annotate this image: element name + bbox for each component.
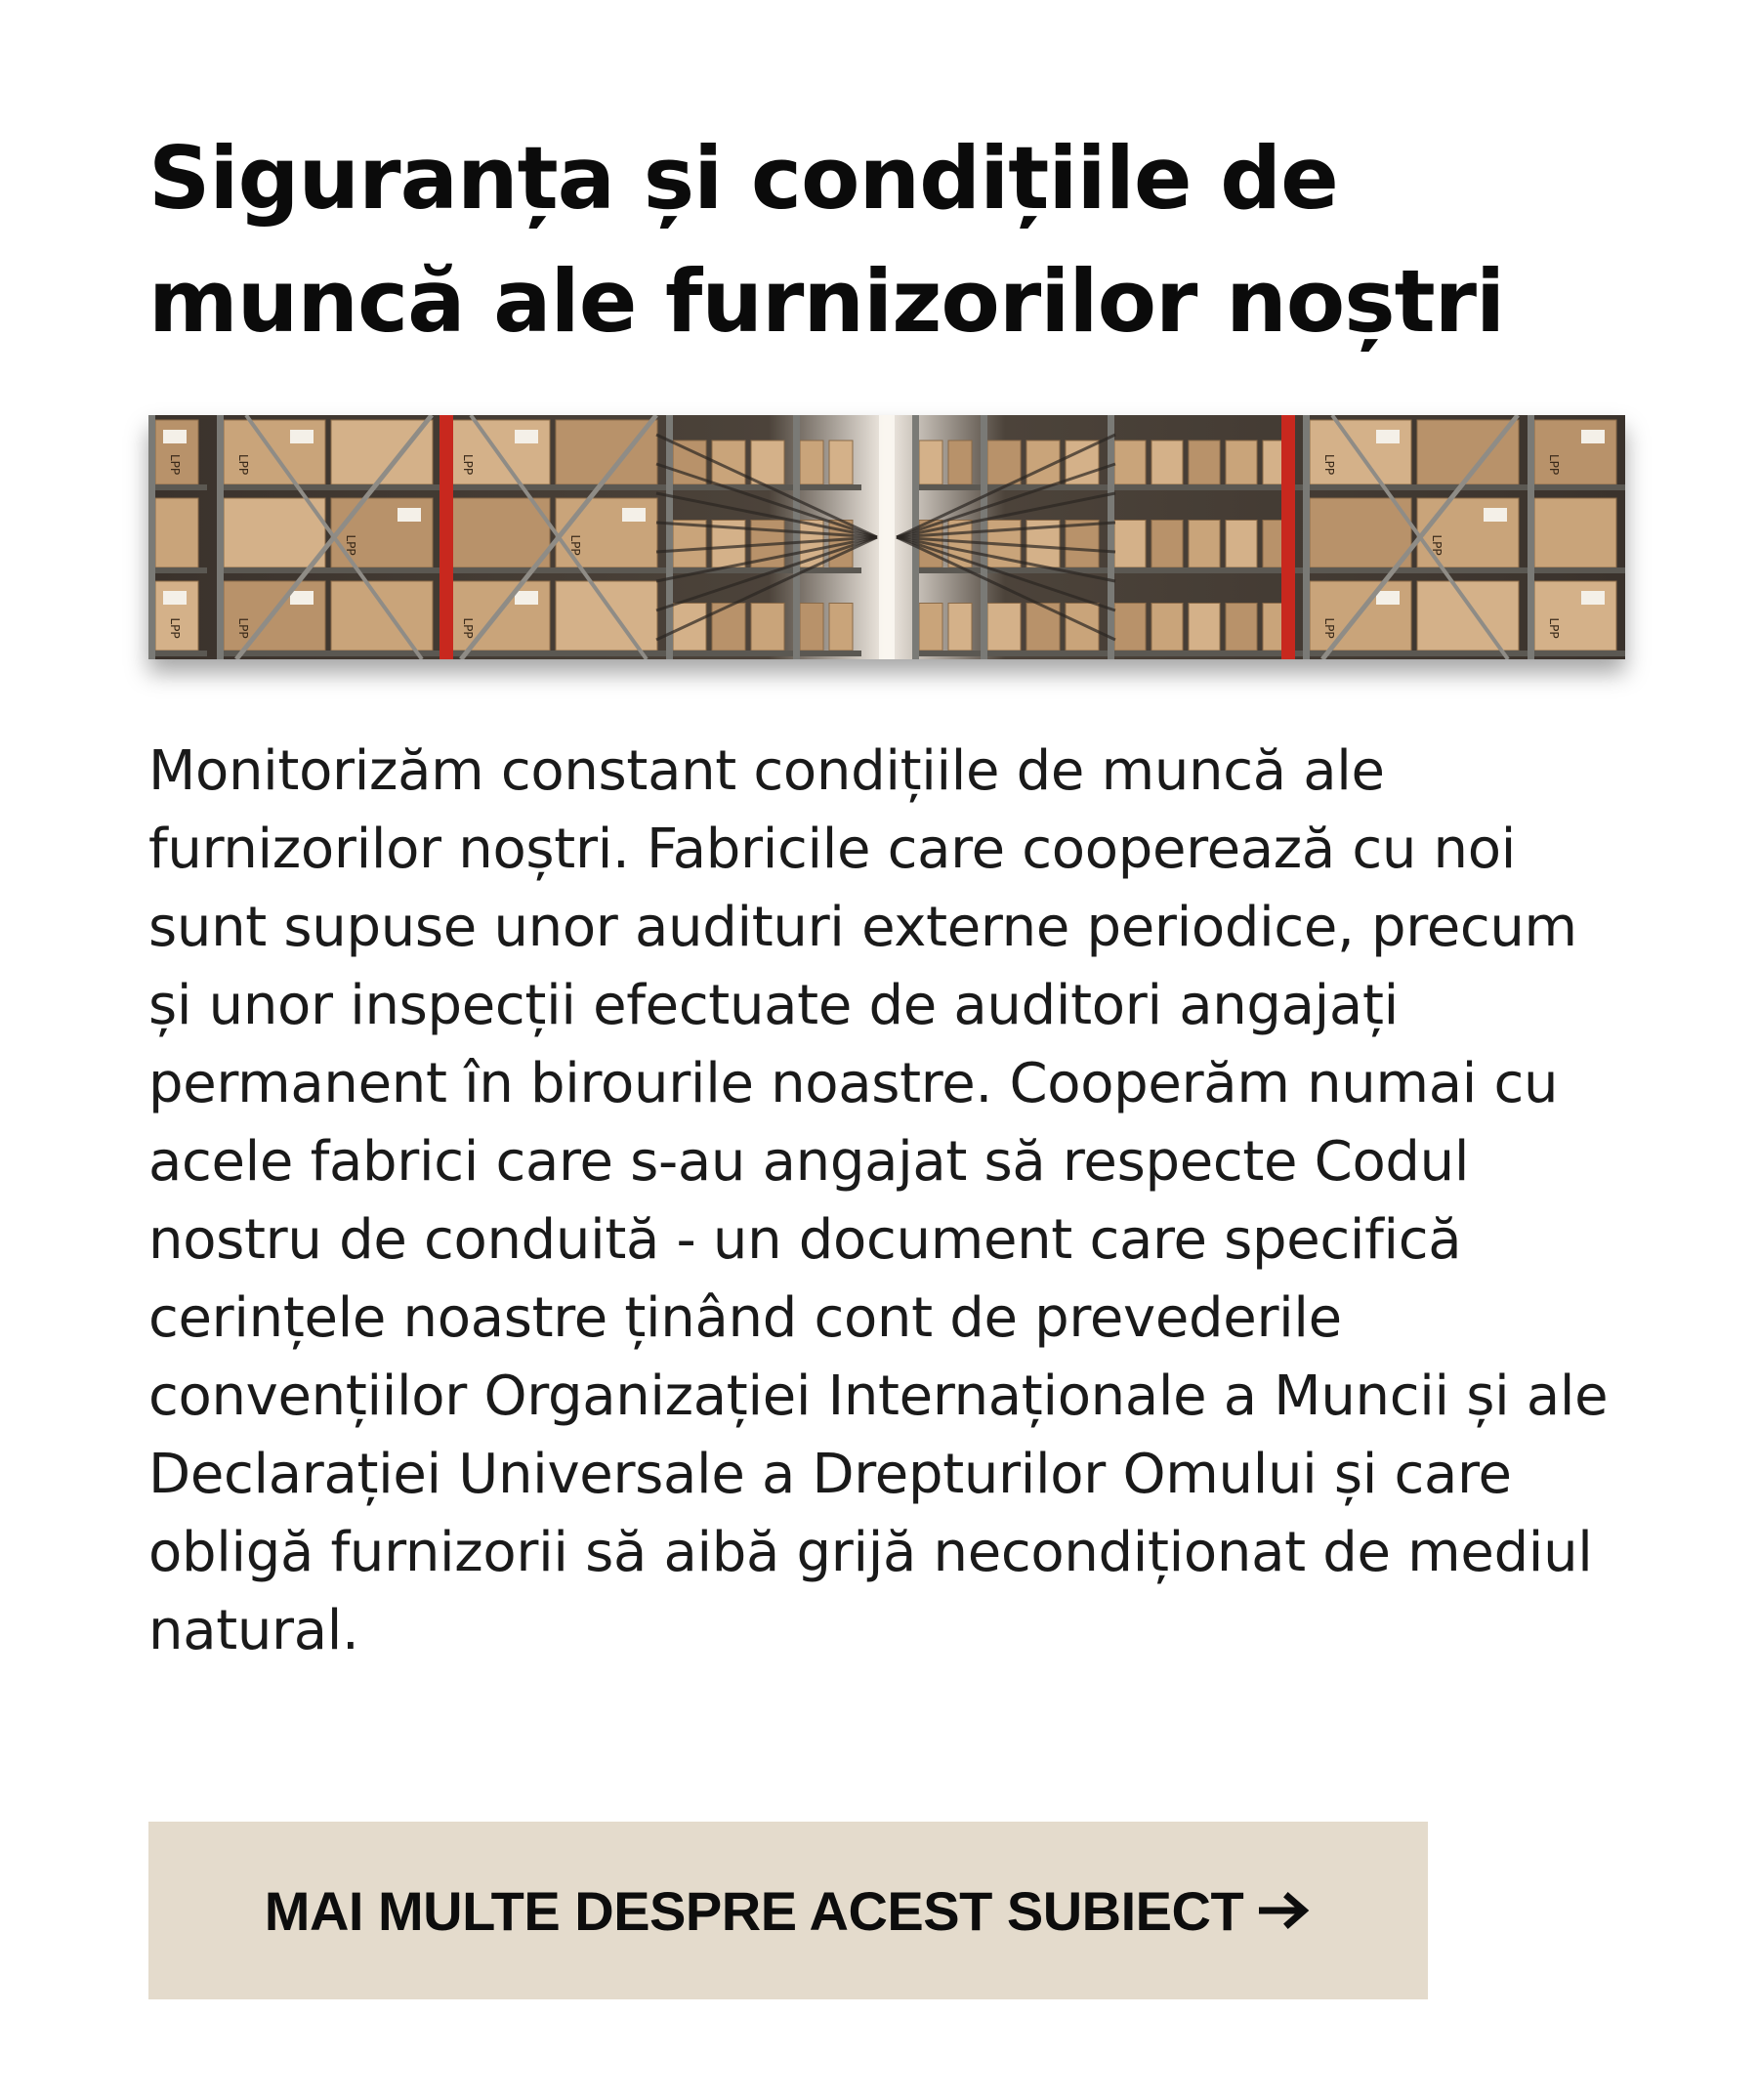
cardboard-box xyxy=(1226,441,1257,484)
box-sticker xyxy=(398,508,421,522)
aisle-light xyxy=(879,415,895,659)
box-label: LPP xyxy=(236,454,250,476)
box-sticker xyxy=(1581,430,1605,443)
cardboard-box xyxy=(1534,498,1616,567)
cardboard-box xyxy=(948,441,972,484)
cardboard-box xyxy=(987,441,1021,484)
cardboard-box xyxy=(1189,604,1220,651)
box-label: LPP xyxy=(1547,454,1561,476)
cardboard-box xyxy=(155,498,198,567)
cardboard-box xyxy=(1226,604,1257,651)
shelf-upright xyxy=(148,415,155,659)
cardboard-box xyxy=(1189,441,1220,484)
cardboard-box xyxy=(1310,498,1411,567)
box-sticker xyxy=(163,591,187,605)
shelf-beam xyxy=(217,484,441,490)
cardboard-box xyxy=(829,441,853,484)
box-sticker xyxy=(1376,591,1400,605)
cardboard-box xyxy=(1114,441,1146,484)
cardboard-box xyxy=(1151,604,1183,651)
shelf-beam xyxy=(441,651,666,656)
shelf-beam xyxy=(148,567,207,573)
shelf-upright xyxy=(1528,415,1534,659)
shelf-beam xyxy=(441,567,666,573)
section-body-text: Monitorizăm constant condițiile de muncă ale furnizorilor noștri. Fabricile care cooperează cu noi sunt supuse unor audituri externe periodice, precum și unor inspecții efectuate de auditori angajați permanent în birourile noastre. Cooperăm numai cu acele fabrici care s-au angajat să respecte Codul nostru de conduită - un document care specifică cerințele noastre ținând cont de prevederile convențiilor Organizației Internaționale a Muncii și ale Declarației Universale a Drepturilor Omului și care obligă furnizorii să aibă grijă necondiționat de mediul natural. xyxy=(148,739,1609,1662)
box-label: LPP xyxy=(1322,617,1336,639)
cardboard-box xyxy=(987,604,1021,651)
box-label: LPP xyxy=(168,454,182,476)
box-sticker xyxy=(622,508,646,522)
cardboard-box xyxy=(1189,521,1220,568)
shelf-beam xyxy=(148,484,207,490)
shelf-beam xyxy=(1528,651,1625,656)
box-sticker xyxy=(290,591,314,605)
cardboard-box xyxy=(1151,521,1183,568)
shelf-upright xyxy=(1108,415,1114,659)
box-label: LPP xyxy=(344,534,357,556)
cardboard-box xyxy=(1226,521,1257,568)
cardboard-box xyxy=(448,498,550,567)
box-sticker xyxy=(163,430,187,443)
arrow-right-icon xyxy=(1259,1891,1312,1930)
cardboard-box xyxy=(331,581,433,651)
box-label: LPP xyxy=(461,454,475,476)
cardboard-box xyxy=(224,498,325,567)
box-sticker xyxy=(515,591,538,605)
cardboard-box xyxy=(1066,604,1099,651)
shelf-beam xyxy=(1108,484,1303,490)
cardboard-box xyxy=(829,604,853,651)
box-sticker xyxy=(1581,591,1605,605)
shelf-beam xyxy=(148,651,207,656)
section-title: Siguranța și condițiile de muncă ale furnizorilor noștri xyxy=(148,128,1505,352)
cardboard-box xyxy=(751,441,784,484)
cardboard-box xyxy=(1534,420,1616,484)
shelf-beam xyxy=(981,651,1108,656)
shelf-beam xyxy=(1303,651,1528,656)
cardboard-box xyxy=(919,604,942,651)
warehouse-banner-image xyxy=(148,415,1625,659)
cardboard-box xyxy=(948,604,972,651)
red-shelf-post xyxy=(440,415,453,659)
shelf-upright xyxy=(1303,415,1310,659)
cardboard-box xyxy=(1114,604,1146,651)
shelf-beam xyxy=(1108,567,1303,573)
shelf-beam xyxy=(1303,484,1528,490)
cardboard-box xyxy=(1417,581,1519,651)
shelf-beam xyxy=(666,651,793,656)
box-label: LPP xyxy=(1547,617,1561,639)
shelf-upright xyxy=(217,415,224,659)
shelf-upright xyxy=(793,415,800,659)
box-sticker xyxy=(1376,430,1400,443)
shelf-beam xyxy=(1528,567,1625,573)
cardboard-box xyxy=(800,604,823,651)
cardboard-box xyxy=(751,604,784,651)
shelf-upright xyxy=(981,415,987,659)
warehouse-illustration xyxy=(148,415,1625,659)
shelf-beam xyxy=(1528,484,1625,490)
box-label: LPP xyxy=(1322,454,1336,476)
shelf-beam xyxy=(1108,651,1303,656)
red-shelf-post xyxy=(1281,415,1295,659)
cardboard-box xyxy=(1066,521,1099,568)
shelf-beam xyxy=(1303,567,1528,573)
shelf-beam xyxy=(217,567,441,573)
shelf-beam xyxy=(793,651,861,656)
more-about-topic-button[interactable] xyxy=(148,1822,1428,1999)
article-section xyxy=(148,117,1633,363)
cardboard-box xyxy=(673,604,706,651)
box-label: LPP xyxy=(168,617,182,639)
cardboard-box xyxy=(1114,521,1146,568)
box-label: LPP xyxy=(236,617,250,639)
box-sticker xyxy=(1484,508,1507,522)
box-label: LPP xyxy=(568,534,582,556)
cardboard-box xyxy=(800,441,823,484)
shelf-beam xyxy=(793,484,861,490)
shelf-beam xyxy=(441,484,666,490)
cardboard-box xyxy=(919,441,942,484)
box-sticker xyxy=(515,430,538,443)
cardboard-box xyxy=(1151,441,1183,484)
cta-label: MAI MULTE DESPRE ACEST SUBIECT xyxy=(264,1879,1244,1942)
shelf-beam xyxy=(217,651,441,656)
box-sticker xyxy=(290,430,314,443)
box-label: LPP xyxy=(1430,534,1444,556)
cardboard-box xyxy=(556,581,657,651)
cardboard-box xyxy=(673,521,706,568)
box-label: LPP xyxy=(461,617,475,639)
shelf-beam xyxy=(912,484,981,490)
shelf-upright xyxy=(666,415,673,659)
shelf-beam xyxy=(912,651,981,656)
